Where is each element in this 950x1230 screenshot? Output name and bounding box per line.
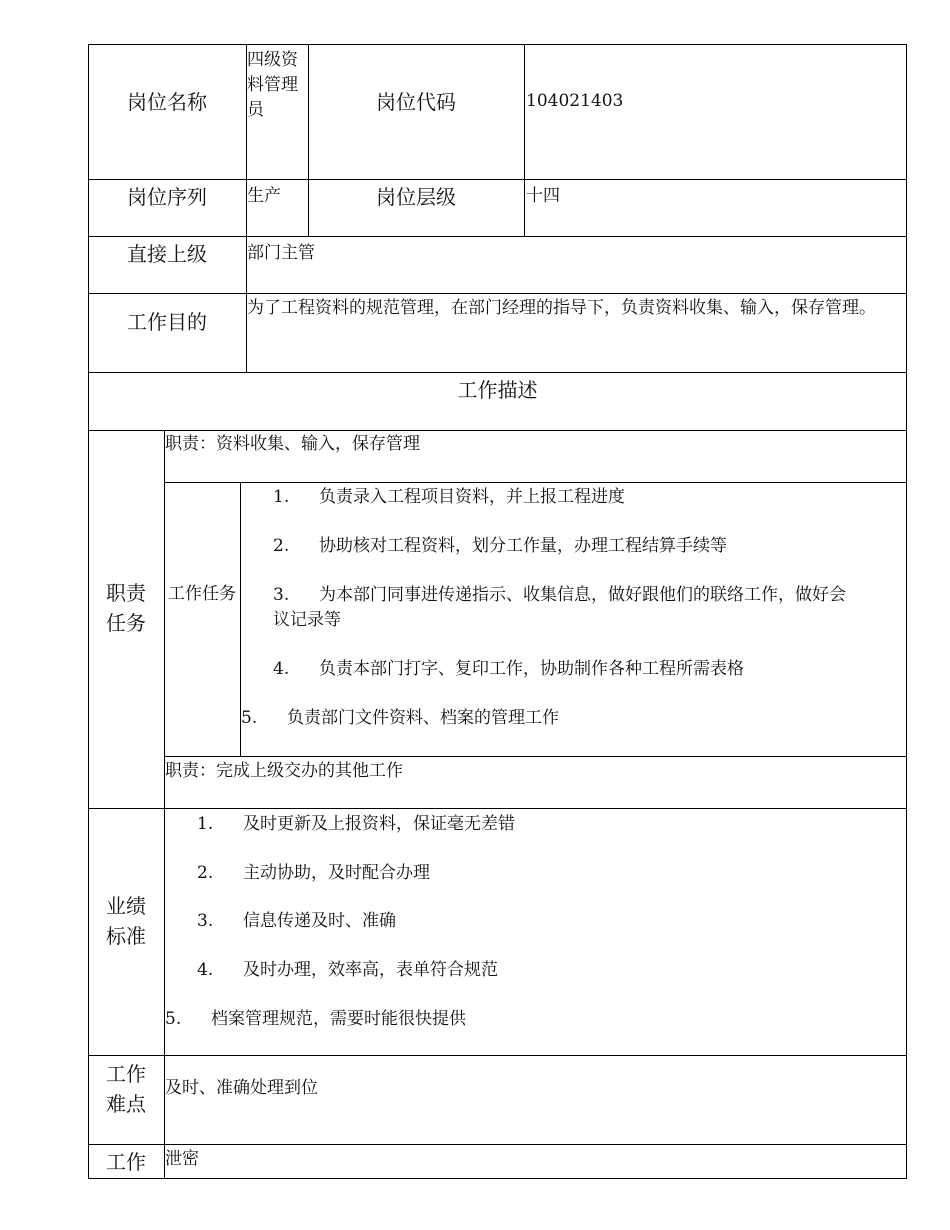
direct-superior-value: 部门主管 [247,243,315,263]
difficulty-value: 及时、准确处理到位 [165,1078,318,1098]
task-item: 1. 负责录入工程项目资料，并上报工程进度 [273,487,625,507]
position-level-label: 岗位层级 [376,185,456,209]
last-row-value: 泄密 [165,1149,199,1169]
position-code-value: 104021403 [526,91,624,111]
last-row-label: 工作 [106,1150,146,1174]
position-name-value: 四级资料管理员 [247,50,298,120]
task-label: 工作任务 [168,584,236,604]
direct-superior-label: 直接上级 [127,242,207,266]
performance-item: 2. 主动协助，及时配合办理 [197,863,430,883]
position-name-label: 岗位名称 [127,90,207,114]
duty-1: 职责：资料收集、输入，保存管理 [165,434,420,454]
performance-item: 4. 及时办理，效率高，表单符合规范 [197,960,498,980]
position-sequence-label: 岗位序列 [127,185,207,209]
position-sequence-value: 生产 [247,186,281,206]
position-level-value: 十四 [526,186,560,206]
duty-2: 职责：完成上级交办的其他工作 [165,761,403,781]
work-purpose-value: 为了工程资料的规范管理，在部门经理的指导下，负责资料收集、输入，保存管理。 [247,298,876,318]
task-item: 5. 负责部门文件资料、档案的管理工作 [241,708,559,728]
task-item: 3. 为本部门同事进传递指示、收集信息，做好跟他们的联络工作，做好会 议记录等 [273,585,846,630]
performance-label: 业绩 标准 [106,894,146,948]
work-purpose-label: 工作目的 [127,310,207,334]
performance-item: 1. 及时更新及上报资料，保证毫无差错 [197,814,515,834]
task-item: 4. 负责本部门打字、复印工作，协助制作各种工程所需表格 [273,659,744,679]
section-title: 工作描述 [457,378,538,402]
duties-label: 职责 任务 [106,581,146,635]
position-code-label: 岗位代码 [376,90,456,114]
task-item: 2. 协助核对工程资料，划分工作量，办理工程结算手续等 [273,536,727,556]
performance-item: 3. 信息传递及时、准确 [197,911,396,931]
performance-item: 5. 档案管理规范，需要时能很快提供 [165,1009,466,1029]
difficulty-label: 工作 难点 [106,1062,146,1116]
